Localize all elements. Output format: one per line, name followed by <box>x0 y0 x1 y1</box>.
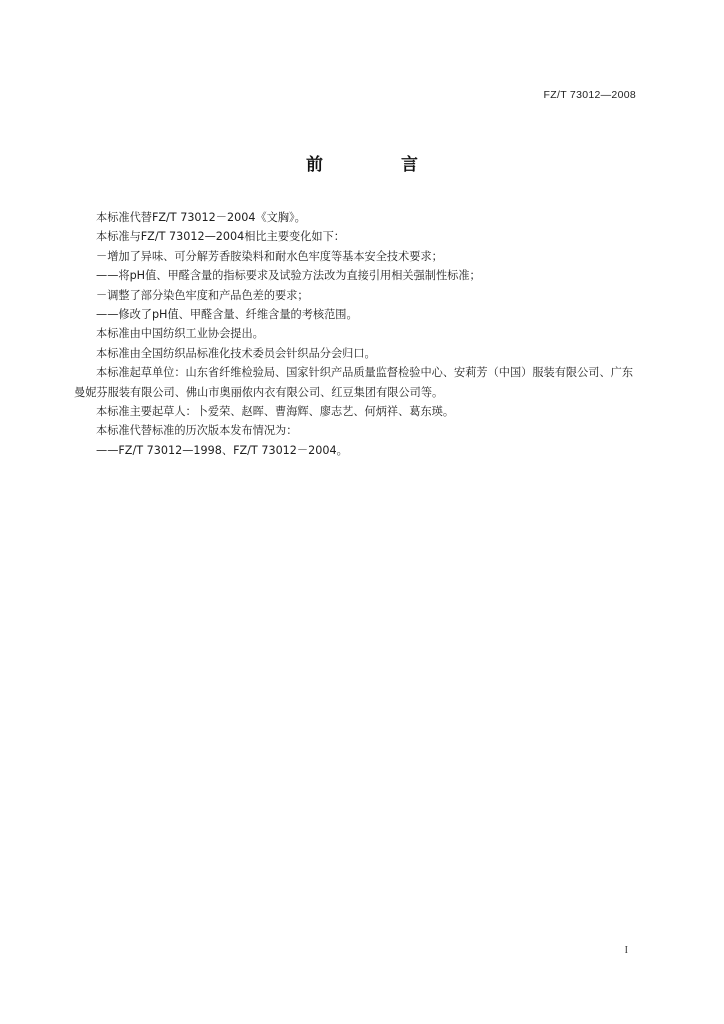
standard-number: FZ/T 73012—2008 <box>543 89 636 101</box>
page-title: 前 言 <box>306 155 454 175</box>
history-item: ——FZ/T 73012—1998、FZ/T 73012－2004。 <box>96 443 348 457</box>
paragraph-drafters: 本标准主要起草人：卜爱荣、赵晖、曹海辉、廖志艺、何炳祥、葛东瑛。 <box>96 405 455 419</box>
paragraph-managed-by: 本标准由全国纺织品标准化技术委员会针织品分会归口。 <box>96 346 376 360</box>
change-item-4: ——修改了pH值、甲醛含量、纤维含量的考核范围。 <box>96 308 358 322</box>
change-item-1: －增加了异味、可分解芳香胺染料和耐水色牢度等基本安全技术要求； <box>96 249 443 263</box>
foreword-body <box>74 208 642 460</box>
change-item-3: －调整了部分染色牢度和产品色差的要求； <box>96 288 309 302</box>
paragraph-changes-intro: 本标准与FZ/T 73012—2004相比主要变化如下： <box>96 230 345 244</box>
page-number: I <box>624 945 628 956</box>
change-item-2: ——将pH值、甲醛含量的指标要求及试验方法改为直接引用相关强制性标准； <box>96 269 481 283</box>
paragraph-drafting-units: 本标准起草单位：山东省纤维检验局、国家针织产品质量监督检验中心、安莉芳（中国）服装有限公司、广东曼妮芬服装有限公司、佛山市奥丽侬内衣有限公司、红豆集团有限公司等。 <box>74 366 634 399</box>
paragraph-replaces: 本标准代替FZ/T 73012－2004《文胸》。 <box>96 211 306 224</box>
paragraph-proposed-by: 本标准由中国纺织工业协会提出。 <box>96 327 264 341</box>
paragraph-history-intro: 本标准代替标准的历次版本发布情况为： <box>96 424 298 438</box>
